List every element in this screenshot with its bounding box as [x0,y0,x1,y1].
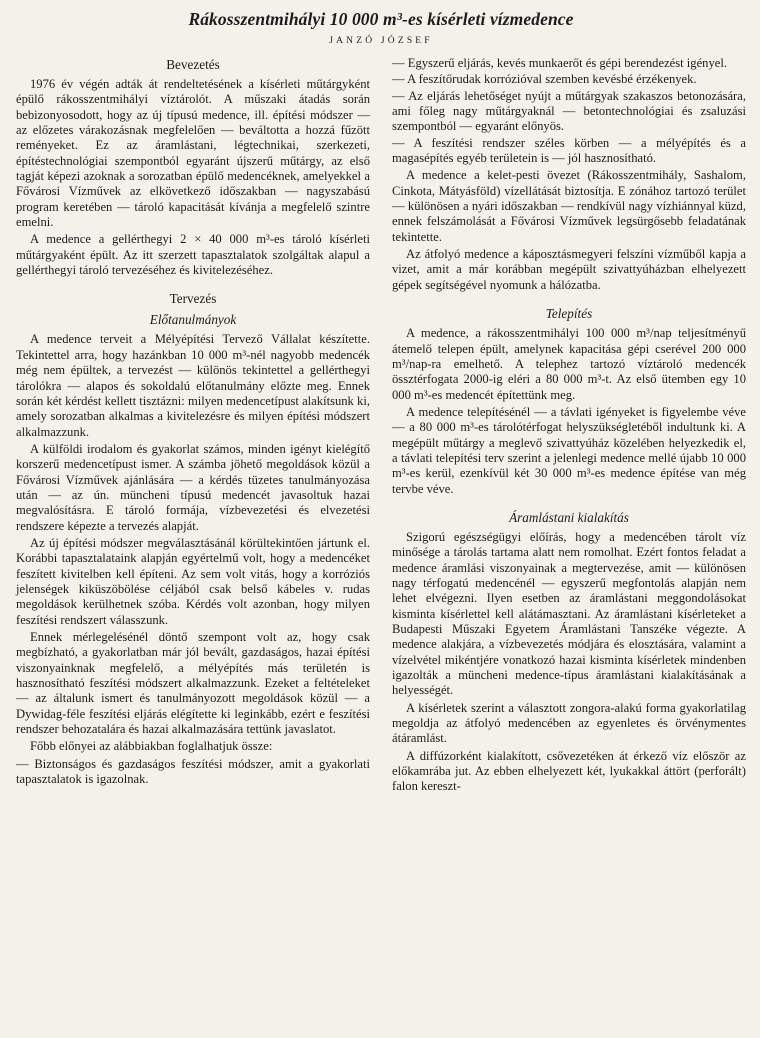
paragraph: Ennek mérlegelésénél döntő szempont volt az, hogy csak megbízható, a gyakorlatban már jól bevált, gazdaságos, hazai építési viszonyainknak megfelelő, a mélyépítés más területén is hasznosítható feszítési módszert alkalmazzunk. Ezeket a feltételeket — az általunk ismert és tanulmányozott megoldások közül — a Dywidag-féle feszítési eljárás elégítette ki leginkább, ezért e feszítési rendszer behozatalára és hazai alkalmazására tettünk javaslatot. [16,630,370,737]
article-title: Rákosszentmihályi 10 000 m³-es kísérleti vízmedence [188,9,574,29]
paragraph: A medence terveit a Mélyépítési Tervező Vállalat készítette. Tekintettel arra, hogy hazánkban 10 000 m³-nél nagyobb medencék még nem épültek, a tervezést — különös tekintettel a gellérthegyi tárolókra — alapos és sokoldalú előtanulmány előzte meg. Ennek során két kérdést kellett tisztázni: milyen medencetípust alakítsunk ki, amely sorozatban alkalmas a kivitelezésre és milyen építési módszert alkalmazzunk. [16,332,370,439]
paragraph: A külföldi irodalom és gyakorlat számos, minden igényt kielégítő korszerű medencetípust ismer. A számba jöhető megoldások közül a Fővárosi Vízművek ajánlására — a kérdés tüzetes tanulmányozása után — az ún. müncheni típusú medencét javasoltuk hazai megvalósításra. E tároló formája, vízbevezetési és elvezetési rendszere képezte a tervezés alapját. [16,441,370,533]
list-item: — Az eljárás lehetőséget nyújt a műtárgyak szakaszos betonozására, ami főleg nagy műtárgyaknál — betontechnológiai és zsaluzási szempontból — egyaránt előnyös. [392,89,746,135]
paragraph: A medence telepítésénél — a távlati igényeket is figyelembe véve — a 80 000 m³-es tárolótérfogat helyszükségletéből indultunk ki. A megépült műtárgy a meglevő szivattyúház közelében helyezkedik el, a távlati telepítési terv szerint a jelenlegi medence mellé újabb 10 000 m³-es kerül, ezenkívül két 30 000 m³-es medence építése van még tervbe véve. [392,404,746,496]
paragraph: A kísérletek szerint a választott zongora-alakú forma gyakorlatilag megoldja az átfolyó medencében az egyenletes és örvénymentes átáramlást. [392,700,746,746]
right-column [392,56,746,797]
paragraph: A medence a gellérthegyi 2 × 40 000 m³-es tároló kísérleti műtárgyaként épült. Az itt szerzett tapasztalatok szolgáltak alapul a gellérthegyi tároló tervezéséhez és kivitelezéséhez. [16,232,370,278]
list-item: — A feszítőrudak korrózióval szemben kevésbé érzékenyek. [392,72,746,87]
list-item: — A feszítési rendszer széles körben — a mélyépítés és a magasépítés egyéb területein is — jól hasznosítható. [392,136,746,167]
subsection-heading-siting: Telepítés [545,306,593,322]
article-body [16,56,746,797]
paragraph: Szigorú egészségügyi előírás, hogy a medencében tárolt víz minősége a tárolás tartama alatt nem romolhat. Ezért fontos feladat a medence áramlási viszonyainak a megtervezése, amit — különösen nagy térfogatú medencénél — egyszerű megfontolás alapján nem lehet elvégezni. Ilyen esetben az áramlástani meggondolásokat kisminta kísérlettel kell alátámasztani. Az áramlástani kísérleteket a Budapesti Műszaki Egyetem Áramlástani Tanszéke végezte. A medence alakjára, a vízbevezetés módjára és elosztására, valamint a vízelvétel mikéntjére vonatkozó hazai kisminta kísérletek mindenben igazolták a müncheni medence-típus áramlástani kialakításának a helyességét. [392,529,746,698]
left-column [16,56,370,797]
paragraph: 1976 év végén adták át rendeltetésének a kísérleti műtárgyként épülő rákosszentmihályi víztárolót. A műszaki átadás során bebizonyosodott, hogy az új típusú medence, ill. építési módszer — az előzetes várakozásnak megfelelően — beváltotta a hozzá fűzött reményeket. Ez az áramlástani, légtechnikai, szerkezeti, építéstechnológiai szempontból egyaránt újszerű műtárgy, az első tagját képezi azoknak a sorozatban épülő medencéknek, amelyekkel a Fővárosi Vízművek az elkövetkező időszakban — nagyszabású program keretében — tároló kapacitását kívánja a megfelelő szintre emelni. [16,77,370,230]
list-item: — Egyszerű eljárás, kevés munkaerőt és gépi berendezést igényel. [392,56,746,71]
article-author: JANZÓ JÓZSEF [329,36,433,46]
paragraph: A diffúzorként kialakított, csővezetéken át érkező víz először az előkamrába jut. Az ebben elhelyezett két, lyukakkal áttört (perforált) falon kereszt- [392,748,746,794]
paragraph: A medence, a rákosszentmihályi 100 000 m³/nap teljesítményű átemelő telepen épült, amelynek kapacitása gépi cserével 200 000 m³/nap-ra emelhető. A telephez tartozó víztároló medencék össztérfogata 2000-ig eléri a 80 000 m³-t. Az első ütemben egy 10 000 m³-es medencét építettünk meg. [392,326,746,402]
paragraph: Az új építési módszer megválasztásánál körültekintően jártunk el. Korábbi tapasztalataink alapján egyértelmű volt, hogy a medencéket feszített kivitelben kell építeni. Az sem volt vitás, hogy a korróziós jelenségek kiküszöbölése céljából csak belső kábeles v. rudas megoldások kerülhetnek szóba. Kérdés volt azonban, hogy milyen feszítési rendszert válasszunk. [16,535,370,627]
list-item: — Biztonságos és gazdaságos feszítési módszer, amit a gyakorlati tapasztalatok is igazolnak. [16,757,370,788]
advantages-list-continued [392,56,746,166]
paragraph: A medence a kelet-pesti övezet (Rákosszentmihály, Sashalom, Cinkota, Mátyásföld) vízellátását biztosítja. E zónához tartozó terület — különösen a nyári időszakban — rendkívül nagy vízhiánnyal küzd, ennek felszámolását a Fővárosi Vízművek legsürgősebb feladatának tekintette. [392,168,746,244]
advantages-list [16,757,370,788]
section-heading-design: Tervezés [169,291,217,307]
paragraph: Az átfolyó medence a káposztásmegyeri felszíni vízműből kapja a vizet, amit a már korábban megépült szivattyúházban elhelyezett gépek segítségével nyomunk a hálózatba. [392,247,746,292]
section-heading-introduction: Bevezetés [166,57,220,72]
subsection-heading-preliminary-studies: Előtanulmányok [149,312,237,328]
subsection-heading-flow-design: Áramlástani kialakítás [509,509,629,525]
paragraph: Főbb előnyei az alábbiakban foglalhatjuk össze: [30,739,273,754]
